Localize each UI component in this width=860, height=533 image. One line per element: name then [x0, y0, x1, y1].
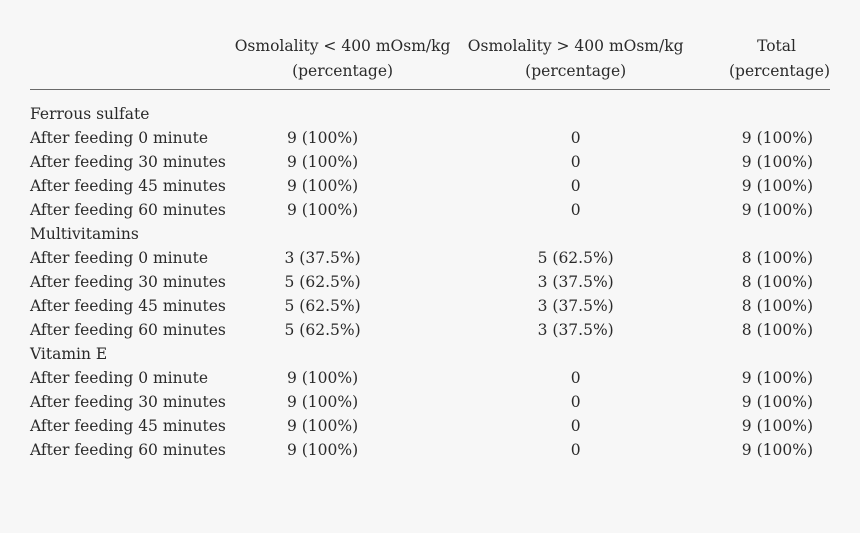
row-label: After feeding 45 minutes: [30, 417, 226, 435]
group-name: Multivitamins: [30, 225, 139, 243]
group-row: [30, 222, 830, 246]
cell-osmolality-above-400: 0: [570, 177, 581, 195]
cell-osmolality-below-400: 5 (62.5%): [284, 321, 361, 339]
header-line-2: (percentage): [729, 62, 830, 80]
cell-osmolality-below-400: 3 (37.5%): [284, 249, 361, 267]
table-row: [30, 270, 830, 294]
cell-osmolality-below-400: 5 (62.5%): [284, 273, 361, 291]
spacer-row: [30, 90, 830, 103]
table-row: [30, 126, 830, 150]
table-header: [30, 34, 830, 90]
cell-osmolality-above-400: 0: [570, 441, 581, 459]
header-line-2: (percentage): [525, 62, 627, 80]
cell-total: 8 (100%): [741, 321, 813, 339]
cell-total: 9 (100%): [741, 201, 813, 219]
group-row: [30, 342, 830, 366]
cell-osmolality-above-400: 0: [570, 153, 581, 171]
header-line-1: Osmolality > 400 mOsm/kg: [467, 37, 684, 55]
header-total: [692, 34, 830, 90]
header-row: [30, 34, 830, 90]
table-row: [30, 174, 830, 198]
header-label-column: [30, 34, 226, 90]
row-label: After feeding 45 minutes: [30, 297, 226, 315]
row-label: After feeding 30 minutes: [30, 393, 226, 411]
table-row: [30, 366, 830, 390]
cell-osmolality-below-400: 9 (100%): [286, 201, 359, 219]
cell-osmolality-above-400: 0: [570, 369, 581, 387]
row-label: After feeding 60 minutes: [30, 441, 226, 459]
cell-osmolality-below-400: 9 (100%): [286, 393, 359, 411]
cell-osmolality-above-400: 0: [570, 393, 581, 411]
cell-total: 8 (100%): [741, 297, 813, 315]
cell-osmolality-above-400: 3 (37.5%): [537, 297, 614, 315]
table-row: [30, 414, 830, 438]
row-label: After feeding 60 minutes: [30, 321, 226, 339]
group-row: [30, 102, 830, 126]
header-line-1: Osmolality < 400 mOsm/kg: [234, 37, 451, 55]
cell-total: 9 (100%): [741, 393, 813, 411]
table-row: [30, 294, 830, 318]
cell-osmolality-above-400: 3 (37.5%): [537, 273, 614, 291]
cell-osmolality-above-400: 0: [570, 417, 581, 435]
table-row: [30, 198, 830, 222]
cell-osmolality-above-400: 0: [570, 201, 581, 219]
cell-total: 9 (100%): [741, 153, 813, 171]
row-label: After feeding 0 minute: [30, 129, 209, 147]
row-label: After feeding 0 minute: [30, 369, 209, 387]
table-body: [30, 90, 830, 463]
osmolality-table: [30, 34, 830, 462]
cell-total: 8 (100%): [741, 249, 813, 267]
table-row: [30, 438, 830, 462]
group-name: Ferrous sulfate: [30, 105, 150, 123]
cell-osmolality-below-400: 9 (100%): [286, 417, 359, 435]
table-row: [30, 246, 830, 270]
header-line-1: Total: [757, 37, 796, 55]
cell-total: 9 (100%): [741, 441, 813, 459]
cell-osmolality-below-400: 9 (100%): [286, 177, 359, 195]
cell-osmolality-below-400: 5 (62.5%): [284, 297, 361, 315]
row-label: After feeding 45 minutes: [30, 177, 226, 195]
table-row: [30, 390, 830, 414]
table-row: [30, 318, 830, 342]
header-osmolality-below-400: [226, 34, 460, 90]
cell-osmolality-below-400: 9 (100%): [286, 129, 359, 147]
cell-osmolality-below-400: 9 (100%): [286, 441, 359, 459]
row-label: After feeding 0 minute: [30, 249, 209, 267]
row-label: After feeding 60 minutes: [30, 201, 226, 219]
cell-osmolality-below-400: 9 (100%): [286, 369, 359, 387]
cell-osmolality-above-400: 3 (37.5%): [537, 321, 614, 339]
group-name: Vitamin E: [30, 345, 108, 363]
table-row: [30, 150, 830, 174]
cell-total: 9 (100%): [741, 417, 813, 435]
cell-total: 8 (100%): [741, 273, 813, 291]
cell-total: 9 (100%): [741, 177, 813, 195]
cell-total: 9 (100%): [741, 369, 813, 387]
header-line-2: (percentage): [292, 62, 394, 80]
cell-osmolality-above-400: 0: [570, 129, 581, 147]
row-label: After feeding 30 minutes: [30, 273, 226, 291]
row-label: After feeding 30 minutes: [30, 153, 226, 171]
cell-osmolality-below-400: 9 (100%): [286, 153, 359, 171]
cell-osmolality-above-400: 5 (62.5%): [537, 249, 614, 267]
cell-total: 9 (100%): [741, 129, 813, 147]
header-osmolality-above-400: [459, 34, 692, 90]
